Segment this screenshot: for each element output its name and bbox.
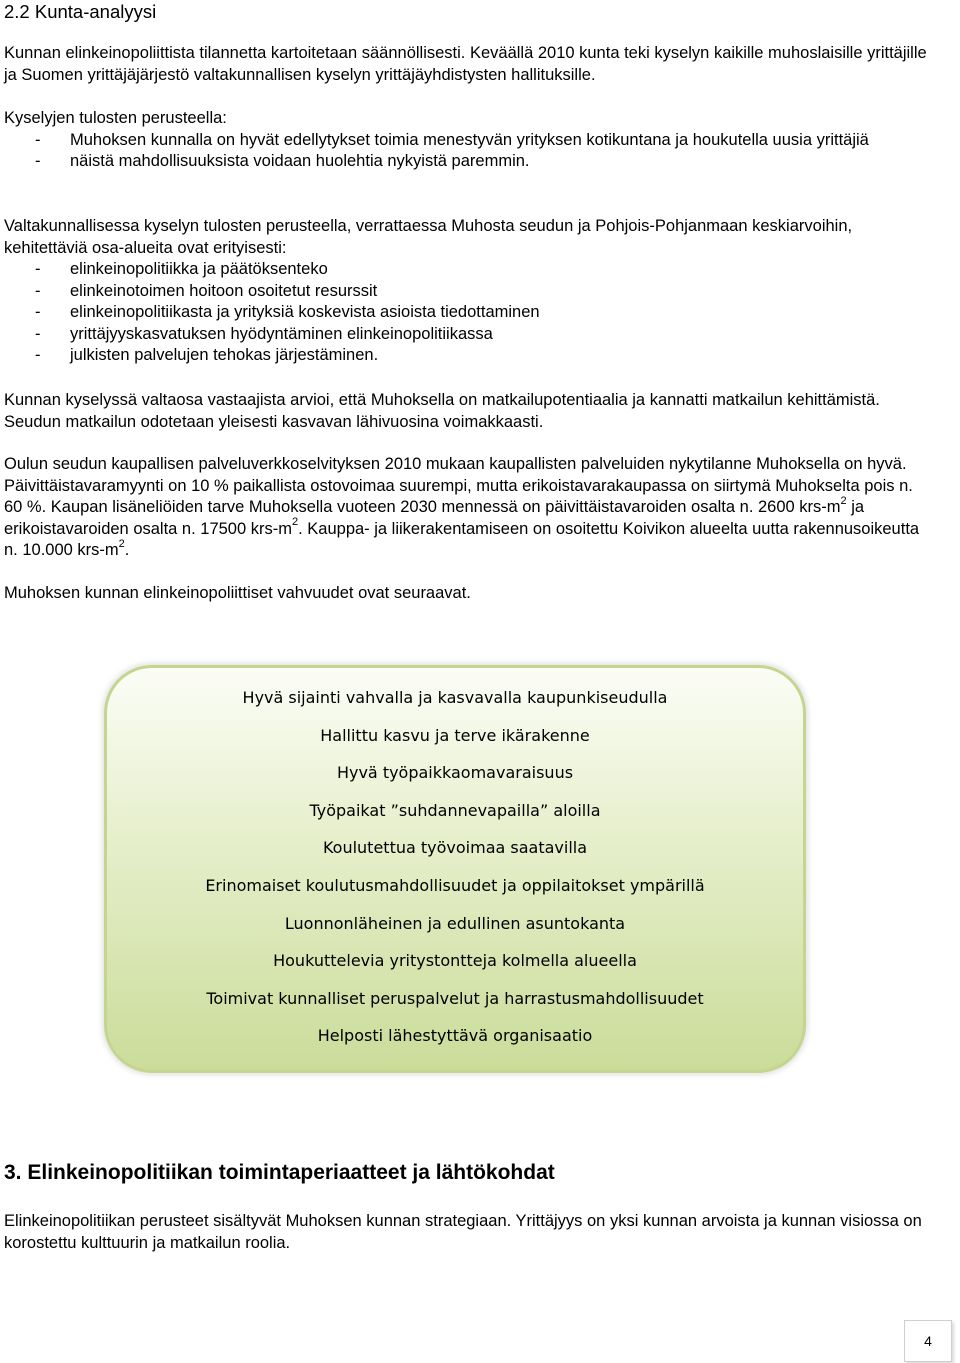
strength-item: Hyvä työpaikkaomavaraisuus: [336, 763, 574, 783]
page-number: 4: [904, 1320, 952, 1362]
national-intro: Valtakunnallisessa kyselyn tulosten perusteella, verrattaessa Muhosta seudun ja Pohjois-Pohjanmaan keskiarvoihin, kehitettäviä osa-alueita ovat erityisesti:: [4, 217, 853, 257]
strength-item: Houkuttelevia yritystontteja kolmella alueella: [273, 951, 637, 971]
list-item: - elinkeinopolitiikasta ja yrityksiä koskevista asioista tiedottaminen: [4, 302, 930, 324]
strength-item: Helposti lähestyttävä organisaatio: [317, 1026, 593, 1046]
list-item: - Muhoksen kunnalla on hyvät edellytykset toimia menestyvän yrityksen kotikuntana ja houkutella uusia yrittäjiä: [4, 130, 930, 152]
strength-item: Koulutettua työvoimaa saatavilla: [322, 838, 588, 858]
paragraph-commerce: Oulun seudun kaupallisen palveluverkkoselvityksen 2010 mukaan kaupallisten palveluiden nykytilanne Muhoksella on hyvä. Päivittäistavaramyynti on 10 % paikallista ostovoimaa suurempi, mutta erikoistavarakaupassa on siirtymä Muhokselta pois n. 60 %. Kaupan lisäneliöiden tarve Muhoksella vuoteen 2030 mennessä on päivittäistavaroiden osalta n. 2600 krs-$m^2$ ja erikoistavaroiden osalta n. 17500 krs-$m^2$. Kauppa- ja liikerakentamiseen on osoitettu Koivikon alueelta uutta rakennusoikeutta n. 10.000 krs-$m^2$.: [4, 455, 920, 559]
section3-heading: 3. Elinkeinopolitiikan toimintaperiaatteet ja lähtökohdat: [4, 1161, 555, 1184]
superscript: 2: [840, 494, 847, 507]
development-areas-list: [4, 259, 930, 367]
superscript: 2: [291, 516, 299, 528]
strength-item: Työpaikat ”suhdannevapailla” aloilla: [309, 800, 601, 820]
paragraph-tourism: Kunnan kyselyssä valtaosa vastaajista arvioi, että Muhoksella on matkailupotentiaalia ja kannatti matkailun kehittämistä. Seudun matkailun odotetaan yleisesti kasvavan lähivuosina voimakkaasti.: [4, 391, 880, 431]
strengths-list: [104, 685, 806, 1061]
list-item: - näistä mahdollisuuksista voidaan huolehtia nykyistä paremmin.: [4, 151, 930, 173]
paragraph-strategy: Elinkeinopolitiikan perusteet sisältyvät Muhoksen kunnan strategiaan. Yrittäjyys on yksi kunnan arvoista ja kunnan visiossa on korostettu kulttuurin ja matkailun roolia.: [4, 1212, 922, 1252]
dash: -: [35, 152, 41, 170]
paragraph-strengths-intro: Muhoksen kunnan elinkeinopoliittiset vahvuudet ovat seuraavat.: [4, 584, 471, 602]
strength-item: Erinomaiset koulutusmahdollisuudet ja oppilaitokset ympärillä: [205, 875, 705, 895]
dash: -: [35, 346, 41, 364]
section-heading: 2.2 Kunta-analyysi: [4, 1, 157, 22]
list-item: - yrittäjyyskasvatuksen hyödyntäminen elinkeinopolitiikassa: [4, 324, 930, 346]
strength-item: Hyvä sijainti vahvalla ja kasvavalla kaupunkiseudulla: [242, 688, 668, 707]
dash: -: [35, 303, 41, 321]
list-item: - elinkeinopolitiikka ja päätöksenteko: [4, 259, 930, 281]
results-list: [4, 130, 930, 173]
dash: -: [35, 260, 41, 278]
paragraph-results: [4, 108, 930, 173]
dash: -: [35, 281, 41, 300]
superscript: 2: [118, 537, 125, 550]
strength-item: Hallittu kasvu ja terve ikärakenne: [320, 725, 590, 745]
list-item: - julkisten palvelujen tehokas järjestäminen.: [4, 345, 930, 367]
paragraph-national-survey: [4, 216, 930, 367]
dash: -: [35, 130, 41, 149]
list-item: - elinkeinotoimen hoitoon osoitetut resurssit: [4, 281, 930, 303]
dash: -: [35, 324, 41, 343]
results-intro: Kyselyjen tulosten perusteella:: [4, 109, 227, 127]
strength-item: Toimivat kunnalliset peruspalvelut ja harrastusmahdollisuudet: [206, 988, 704, 1008]
paragraph-survey: Kunnan elinkeinopoliittista tilannetta kartoitetaan säännöllisesti. Keväällä 2010 kunta teki kyselyn kaikille muhoslaisille yrittäjille ja Suomen yrittäjäjärjestö valtakunnallisen kyselyn yrittäjäyhdistysten hallituksille.: [4, 44, 927, 84]
strength-item: Luonnonläheinen ja edullinen asuntokanta: [284, 913, 626, 933]
